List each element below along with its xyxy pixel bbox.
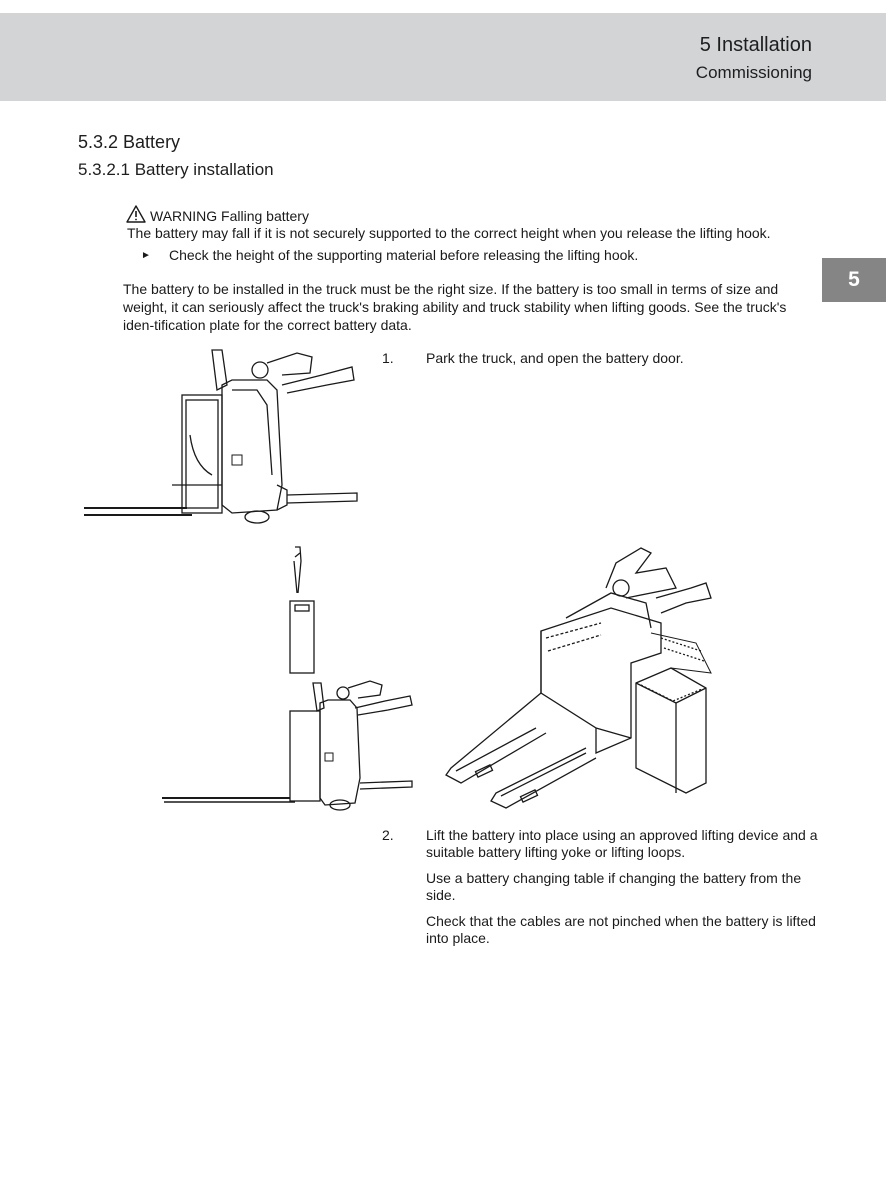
warning-heading bbox=[126, 205, 309, 226]
warning-triangle-icon bbox=[126, 205, 146, 226]
battery-lifting-illustration bbox=[160, 543, 422, 811]
truck-side-view-illustration bbox=[82, 345, 367, 530]
chapter-tab: 5 bbox=[822, 258, 886, 302]
step-text: Park the truck, and open the battery door. bbox=[426, 350, 684, 366]
step-number: 2. bbox=[382, 827, 394, 843]
battery-size-paragraph: The battery to be installed in the truck must be the right size. If the battery is too small in terms of size and weight, it can seriously affect the truck's braking ability and truck stability when lifting goods. See the truck's iden-tification plate for the correct battery data. bbox=[123, 281, 787, 333]
step-note: Check that the cables are not pinched when the battery is lifted into place. bbox=[426, 913, 816, 946]
bullet-arrow-icon: ► bbox=[141, 250, 151, 261]
section-title: Commissioning bbox=[695, 63, 812, 82]
heading-battery-installation: 5.3.2.1 Battery installation bbox=[78, 160, 274, 179]
warning-title: WARNING Falling battery bbox=[150, 207, 309, 224]
warning-action bbox=[141, 247, 638, 264]
step-text: Lift the battery into place using an approved lifting device and a suitable battery lifting yoke or lifting loops. bbox=[426, 827, 818, 860]
chapter-title: 5 Installation bbox=[699, 34, 812, 56]
warning-action-text: Check the height of the supporting material before releasing the lifting hook. bbox=[169, 247, 639, 263]
warning-text: The battery may fall if it is not securely supported to the correct height when you release the lifting hook. bbox=[127, 225, 771, 241]
heading-battery: 5.3.2 Battery bbox=[78, 132, 181, 152]
step-note: Use a battery changing table if changing the battery from the side. bbox=[426, 870, 802, 903]
truck-isometric-illustration bbox=[436, 543, 726, 811]
step-number: 1. bbox=[382, 350, 394, 366]
page-header bbox=[0, 13, 886, 101]
